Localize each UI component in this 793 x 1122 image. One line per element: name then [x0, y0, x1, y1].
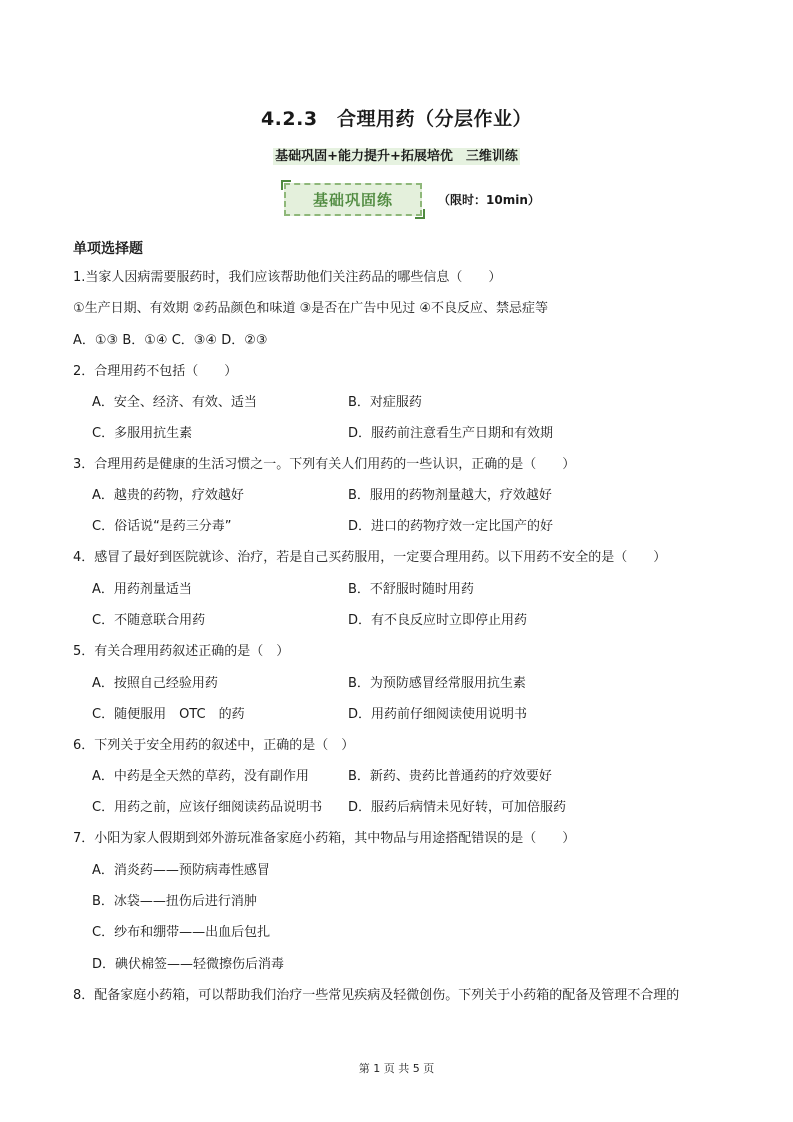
question-4-option-d: D．有不良反应时立即停止用药 [348, 613, 528, 628]
question-2-stem: 2．合理用药不包括（ ） [73, 364, 238, 379]
question-6-option-d: D．服药后病情未见好转，可加倍服药 [348, 800, 567, 815]
question-6-option-b: B．新药、贵药比普通药的疗效要好 [348, 769, 552, 784]
question-1-options: A．①③ B．①④ C．③④ D．②③ [73, 333, 268, 348]
page-footer: 第 1 页 共 5 页 [358, 1062, 435, 1075]
question-1-note: ①生产日期、有效期 ②药品颜色和味道 ③是否在广告中见过 ④不良反应、禁忌症等 [73, 301, 549, 316]
question-3-option-b: B．服用的药物剂量越大，疗效越好 [348, 488, 552, 503]
section-title: 单项选择题 [73, 241, 143, 257]
question-7-option-d: D．碘伏棉签——轻微擦伤后消毒 [92, 957, 285, 972]
subtitle-text: 基础巩固+能力提升+拓展培优 三维训练 [275, 149, 518, 164]
question-4-stem: 4．感冒了最好到医院就诊、治疗，若是自己买药服用，一定要合理用药。以下用药不安全的是（ ） [73, 550, 667, 565]
question-6-option-a: A．中药是全天然的草药，没有副作用 [92, 769, 309, 784]
question-3-option-c: C．俗话说“是药三分毒” [92, 519, 232, 534]
question-7-option-c: C．纱布和绷带——出血后包扎 [92, 925, 271, 940]
question-1-stem: 1.当家人因病需要服药时，我们应该帮助他们关注药品的哪些信息（ ） [73, 270, 502, 285]
question-6-option-c: C．用药之前，应该仔细阅读药品说明书 [92, 800, 323, 815]
question-5-option-d: D．用药前仔细阅读使用说明书 [348, 707, 528, 722]
question-7-option-a: A．消炎药——预防病毒性感冒 [92, 863, 270, 878]
time-limit: （限时：10min） [438, 193, 540, 207]
question-5-option-a: A．按照自己经验用药 [92, 676, 218, 691]
question-4-option-b: B．不舒服时随时用药 [348, 582, 474, 597]
question-2-option-d: D．服药前注意看生产日期和有效期 [348, 426, 554, 441]
page-title: 4.2.3 合理用药（分层作业） [260, 108, 533, 130]
question-3-stem: 3．合理用药是健康的生活习惯之一。下列有关人们用药的一些认识，正确的是（ ） [73, 457, 576, 472]
question-5-stem: 5．有关合理用药叙述正确的是（ ） [73, 644, 290, 659]
question-8-stem: 8．配备家庭小药箱，可以帮助我们治疗一些常见疾病及轻微创伤。下列关于小药箱的配备及管理不合理的 [73, 988, 680, 1003]
question-2-option-a: A．安全、经济、有效、适当 [92, 395, 257, 410]
question-4-option-c: C．不随意联合用药 [92, 613, 206, 628]
question-5-option-b: B．为预防感冒经常服用抗生素 [348, 676, 526, 691]
page-subtitle [0, 145, 793, 164]
question-6-stem: 6．下列关于安全用药的叙述中，正确的是（ ） [73, 738, 355, 753]
practice-banner: 基础巩固练 [284, 183, 422, 216]
question-7-stem: 7．小阳为家人假期到郊外游玩准备家庭小药箱，其中物品与用途搭配错误的是（ ） [73, 831, 576, 846]
question-2-option-b: B．对症服药 [348, 395, 422, 410]
question-3-option-d: D．进口的药物疗效一定比国产的好 [348, 519, 554, 534]
question-3-option-a: A．越贵的药物，疗效越好 [92, 488, 244, 503]
question-4-option-a: A．用药剂量适当 [92, 582, 192, 597]
question-7-option-b: B．冰袋——扭伤后进行消肿 [92, 894, 257, 909]
question-5-option-c: C．随便服用 OTC 的药 [92, 707, 245, 722]
question-2-option-c: C．多服用抗生素 [92, 426, 193, 441]
